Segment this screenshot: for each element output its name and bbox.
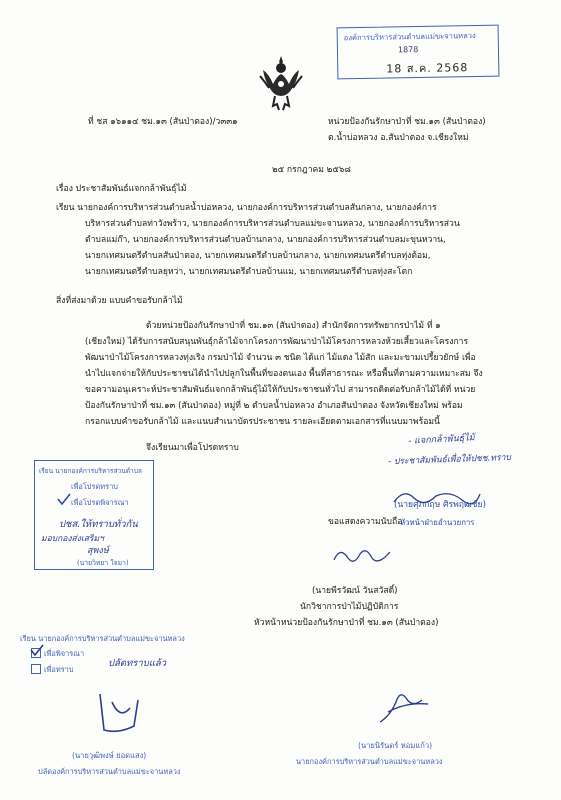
attachment-line: สิ่งที่ส่งมาด้วย แบบคำขอรับกล้าไม้ — [56, 296, 183, 306]
stamp2-signer-name: (นายวุฒิพงษ์ ยอดแสง) — [72, 751, 147, 760]
body-line: ขอความอนุเคราะห์ประชาสัมพันธ์แจกกล้าพันธุ์ไม้ให้กับประชาชนทั่วไป สามารถติดต่อรับกล้าไม้ได้ที่ หน่วย — [85, 385, 476, 395]
closing-line: จึงเรียนมาเพื่อโปรดทราบ — [146, 443, 239, 453]
sender-address-line1: หน่วยป้องกันรักษาป่าที่ ชม.๑๓ (สันป่าตอง) — [328, 117, 486, 127]
routing-stamp-box — [34, 460, 154, 570]
body-line: พัฒนาป่าไม้โครงการหลวงทุ่งเริง กรมป่าไม้ จำนวน ๓ ชนิด ได้แก่ ไม้แดง ไม้สัก และมะขามเปรี้ยวยักษ์ เพื่อ — [85, 353, 476, 363]
receipt-org: องค์การบริหารส่วนตำบลแม่ขะจานหลวง — [343, 30, 476, 43]
signer1-title: หัวหน้าฝ่ายอำนวยการ — [400, 518, 475, 527]
receipt-date: 18 ส.ค. 2568 — [386, 61, 469, 76]
body-line: (เชียงใหม่) ได้รับการสนับสนุนพันธุ์กล้าไม้จากโครงการพัฒนาป่าไม้โครงการหลวงห้วยเสี้ยวและโครงการ — [85, 337, 469, 347]
routing-stamp-heading: เรียน นายกองค์การบริหารส่วนตำบล — [39, 467, 142, 475]
addressee-line: เรียน นายกองค์การบริหารส่วนตำบลน้ำบ่อหลวง, นายกองค์การบริหารส่วนตำบลสันกลาง, นายกองค์การ — [56, 203, 437, 213]
handwritten-note: ปชส.ให้ทราบทั่วกัน — [59, 519, 138, 530]
option-acknowledge-label: เพื่อทราบ — [44, 665, 74, 674]
margin-note: - ประชาสัมพันธ์เพื่อให้ปชช.ทราบ — [387, 452, 512, 468]
signer3-title: นายกองค์การบริหารส่วนตำบลแม่ขะจานหลวง — [296, 757, 443, 766]
handwritten-signature: สุพงษ์ — [87, 546, 109, 556]
signature-2 — [332, 544, 392, 570]
document-date: ๒๕ กรกฎาคม ๒๕๖๘ — [272, 165, 351, 175]
routing-option-label: เพื่อโปรดพิจารณา — [71, 498, 129, 507]
option-consider-label: เพื่อพิจารณา — [44, 649, 85, 658]
routing-option-label: เพื่อโปรดทราบ — [71, 482, 118, 491]
receipt-stamp — [337, 25, 500, 80]
checkbox-acknowledge[interactable] — [31, 664, 41, 674]
receipt-number: 1878 — [397, 44, 419, 55]
checkmark-icon — [30, 644, 44, 656]
addressee-line: บริหารส่วนตำบลท่าวังพร้าว, นายกองค์การบริหารส่วนตำบลแม่ขะจานหลวง, นายกองค์การบริหารส่วน — [85, 219, 460, 229]
stamp2-signer-title: ปลัดองค์การบริหารส่วนตำบลแม่ขะจานหลวง — [38, 767, 181, 776]
addressee-line: นายกเทศมนตรีตำบลยุหว่า, นายกเทศมนตรีตำบลบ้านแม, นายกเทศมนตรีตำบลทุ่งสะโตก — [85, 267, 413, 277]
body-line: นำไปแจกจ่ายให้กับประชาชนได้นำไปปลูกในพื้นที่ของตนเอง พื้นที่สาธารณะ หรือพื้นที่ตามความเหมาะสม จึง — [85, 369, 483, 379]
margin-note: - แจกกล้าพันธุ์ไม้ — [407, 433, 475, 447]
body-line: ป้องกันรักษาป่าที่ ชม.๑๓ (สันป่าตอง) หมู่ที่ ๒ ตำบลน้ำบ่อหลวง อำเภอสันป่าตอง จังหวัดเชียงใหม่ พร้อม — [85, 401, 463, 411]
routing-stamp-footer: (นายวิทยา ใจมา) — [77, 559, 129, 567]
subject-line: เรื่อง ประชาสัมพันธ์แจกกล้าพันธุ์ไม้ — [56, 184, 187, 194]
signer2-title: นักวิชาการป่าไม้ปฏิบัติการ — [300, 602, 399, 612]
body-line: ด้วยหน่วยป้องกันรักษาป่าที่ ชม.๑๓ (สันป่าตอง) สำนักจัดการทรัพยากรป่าไม้ ที่ ๑ — [146, 321, 441, 331]
regards-line: ขอแสดงความนับถือ — [328, 517, 403, 527]
signer1-name: (นายศุภกฤษ ศิรพฤฒชัย) — [394, 500, 486, 510]
signature-3 — [94, 690, 144, 736]
handwritten-note: ปลัดทราบแล้ว — [108, 658, 167, 669]
addressee-line: ตำบลแม่ก๊า, นายกองค์การบริหารส่วนตำบลบ้านกลาง, นายกองค์การบริหารส่วนตำบลมะขุนหวาน, — [85, 235, 446, 245]
signer3-name: (นายนิรันดร์ หอมแก้ว) — [358, 741, 433, 750]
handwritten-note: มอบกองส่งเสริมฯ — [41, 534, 104, 544]
garuda-emblem-icon — [259, 54, 303, 112]
routing-stamp2-heading: เรียน นายกองค์การบริหารส่วนตำบลแม่ขะจานหลวง — [20, 634, 185, 643]
signature-4 — [376, 682, 432, 726]
addressee-line: นายกเทศมนตรีตำบลสันป่าตอง, นายกเทศมนตรีตำบลบ้านกลาง, นายกเทศมนตรีตำบลทุ่งต้อม, — [85, 251, 431, 261]
signer2-title: หัวหน้าหน่วยป้องกันรักษาป่าที่ ชม.๑๓ (สันป่าตอง) — [254, 618, 439, 628]
checkmark-icon — [57, 493, 71, 505]
sender-address-line2: ต.น้ำบ่อหลวง อ.สันป่าตอง จ.เชียงใหม่ — [328, 133, 469, 143]
signer2-name: (นายพีรวัฒน์ วันสวัสดิ์) — [312, 586, 398, 596]
body-line: กรอกแบบคำขอรับกล้าไม้ และแนบสำเนาบัตรประชาชน รายละเอียดตามเอกสารที่แนบมาพร้อมนี้ — [85, 417, 440, 427]
reference-number: ที่ ชส ๑๖๑๑๔ ชม.๑๓ (สันป่าตอง)/ว๓๓๑ — [88, 117, 238, 127]
